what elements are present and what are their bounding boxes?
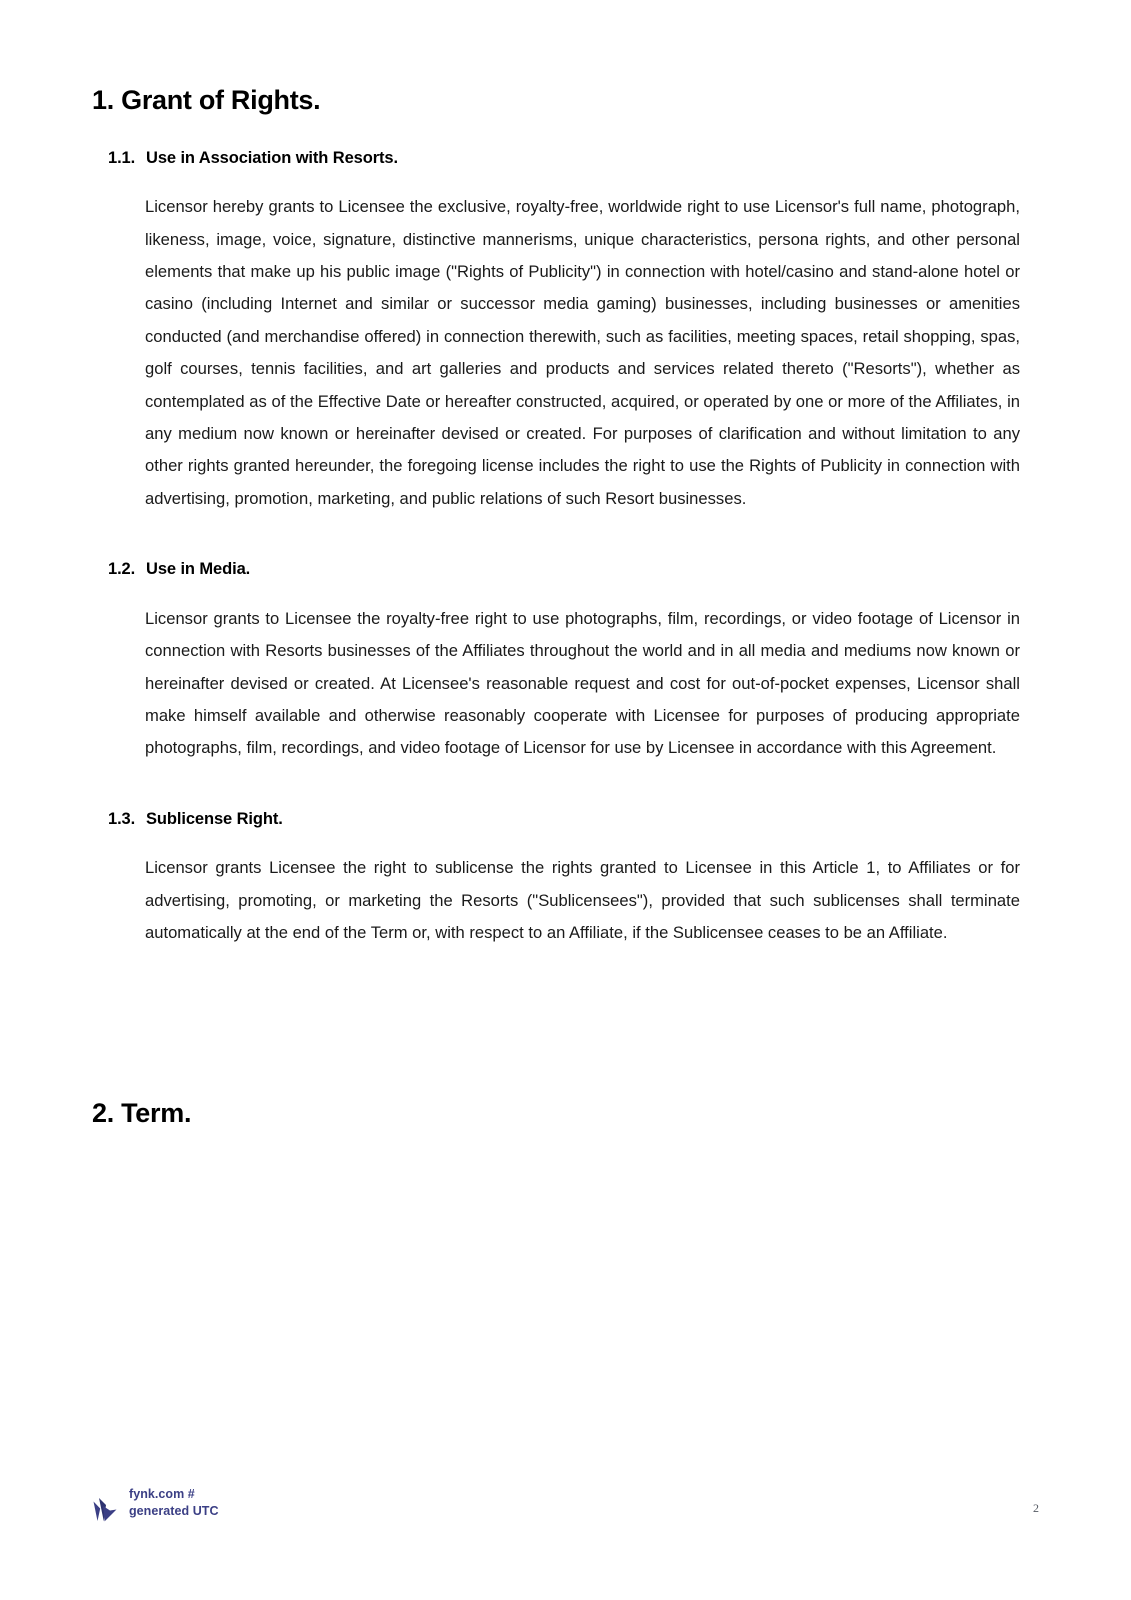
clause-1-2 [92, 559, 1039, 764]
clause-number-1-1: 1.1. [108, 148, 136, 167]
page-footer [92, 1486, 1039, 1538]
article-section-2 [92, 949, 1039, 1131]
footer-brand [92, 1486, 219, 1522]
clause-label-1-2: Use in Media. [146, 560, 251, 579]
clause-number-1-3: 1.3. [108, 809, 136, 828]
clause-heading-1-1 [108, 148, 1039, 169]
clause-body-1-1: Licensor hereby grants to Licensee the exclusive, royalty-free, worldwide right to use Licensor's full name, photograph, likeness, image, voice, signature, distinctive mannerisms, unique characteristics, persona rights, and other personal elements that make up his public image ("Rights of Publicity") in connection with hotel/casino and stand-alone hotel or casino (including Internet and similar or successor media gaming) businesses, including businesses or amenities conducted (and merchandise offered) in connection therewith, such as facilities, meeting spaces, retail shopping, spas, golf courses, tennis facilities, and art galleries and products and services related thereto ("Resorts"), whether as contemplated as of the Effective Date or hereafter constructed, acquired, or operated by one or more of the Affiliates, in any medium now known or hereinafter devised or created. For purposes of clarification and without limitation to any other rights granted hereunder, the foregoing license includes the right to use the Rights of Publicity in connection with advertising, promotion, marketing, and public relations of such Resort businesses. [145, 197, 1020, 508]
article-section-1 [92, 72, 1039, 949]
clause-heading-1-2 [108, 559, 1039, 580]
clause-body-1-3: Licensor grants Licensee the right to sublicense the rights granted to Licensee in this Article 1, to Affiliates or for advertising, promoting, or marketing the Resorts ("Sublicensees"), provided that such sublicenses shall terminate automatically at the end of the Term or, with respect to an Affiliate, if the Sublicensee ceases to be an Affiliate. [145, 858, 1020, 942]
footer-text-block [129, 1486, 219, 1520]
footer-line-2: generated UTC [129, 1504, 219, 1518]
clause-1-3 [92, 809, 1039, 950]
page-number: 2 [1033, 1501, 1039, 1515]
article-title-2: 2. Term. [92, 1098, 192, 1129]
clause-heading-1-3 [108, 809, 1039, 830]
article-title-1: 1. Grant of Rights. [92, 85, 321, 115]
footer-line-1: fynk.com # [129, 1487, 195, 1501]
clause-number-1-2: 1.2. [108, 560, 136, 579]
clause-1-1 [92, 148, 1039, 516]
clause-label-1-1: Use in Association with Resorts. [146, 148, 398, 167]
fynk-bird-logo-icon [92, 1488, 118, 1522]
clause-body-1-2: Licensor grants to Licensee the royalty-free right to use photographs, film, recordings, or video footage of Licensor in connection with Resorts businesses of the Affiliates throughout the world and in all media and mediums now known or hereinafter devised or created. At Licensee's reasonable request and cost for out-of-pocket expenses, Licensor shall make himself available and otherwise reasonably cooperate with Licensee for purposes of producing appropriate photographs, film, recordings, and video footage of Licensor for use by Licensee in accordance with this Agreement. [145, 608, 1020, 758]
clause-label-1-3: Sublicense Right. [146, 809, 283, 828]
